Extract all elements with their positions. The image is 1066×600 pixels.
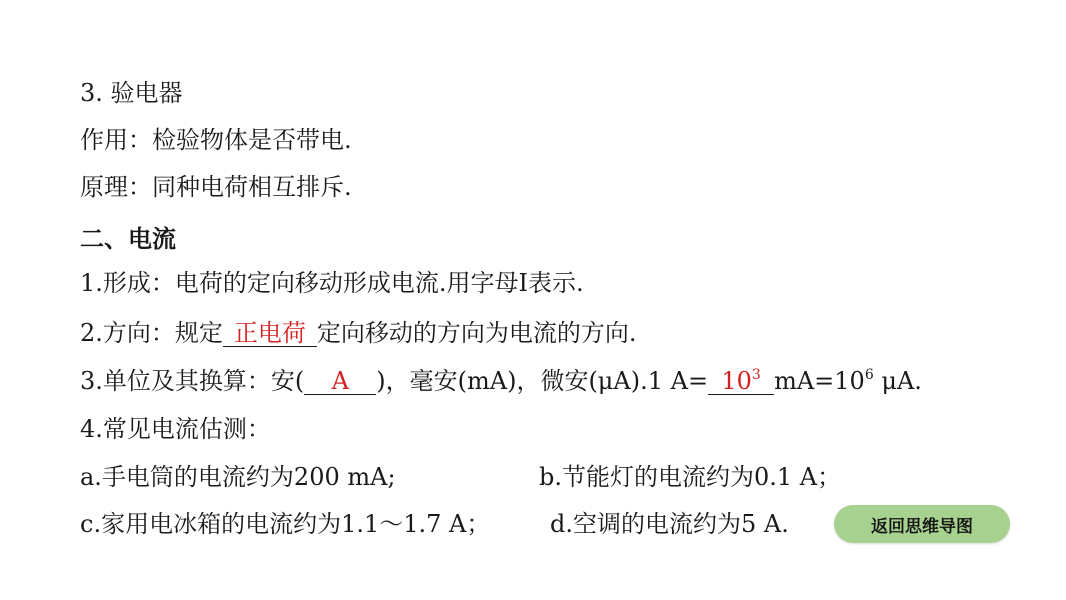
direction-prefix: 2.方向：规定 <box>80 319 223 347</box>
back-to-mindmap-button[interactable]: 返回思维导图 <box>834 505 1010 543</box>
conversion-blank <box>708 368 774 395</box>
estimate-flashlight: a.手电筒的电流约为200 mA; <box>80 463 396 491</box>
estimate-cfl: b.节能灯的电流约为0.1 A； <box>539 463 842 491</box>
item-3-title: 3. 验电器 <box>80 79 183 107</box>
section-heading-current: 二、电流 <box>80 225 176 253</box>
units-suffix-exp: 6 <box>864 367 874 383</box>
electroscope-principle: 原理：同种电荷相互排斥. <box>80 173 352 201</box>
direction-suffix: 定向移动的方向为电流的方向. <box>316 319 637 347</box>
units-prefix: 3.单位及其换算：安( <box>80 367 305 395</box>
estimates-title: 4.常见电流估测： <box>80 415 271 443</box>
current-formation: 1.形成：电荷的定向移动形成电流.用字母I表示. <box>80 269 584 297</box>
units-suffix-b: μA. <box>873 367 922 395</box>
estimate-ac: d.空调的电流约为5 A. <box>550 510 789 538</box>
units-middle: )，毫安(mA)，微安(μA).1 A= <box>376 367 709 395</box>
unit-blank <box>304 368 376 395</box>
unit-answer: A <box>331 367 349 395</box>
conversion-answer-base: 10 <box>721 367 752 395</box>
current-direction <box>80 318 637 348</box>
direction-answer: 正电荷 <box>233 319 306 347</box>
conversion-answer-exp: 3 <box>751 367 761 383</box>
estimate-fridge: c.家用电冰箱的电流约为1.1～1.7 A； <box>80 510 491 538</box>
current-units <box>80 366 922 396</box>
direction-blank <box>223 320 317 347</box>
units-suffix-a: mA=10 <box>774 367 865 395</box>
electroscope-use: 作用：检验物体是否带电. <box>80 126 352 154</box>
